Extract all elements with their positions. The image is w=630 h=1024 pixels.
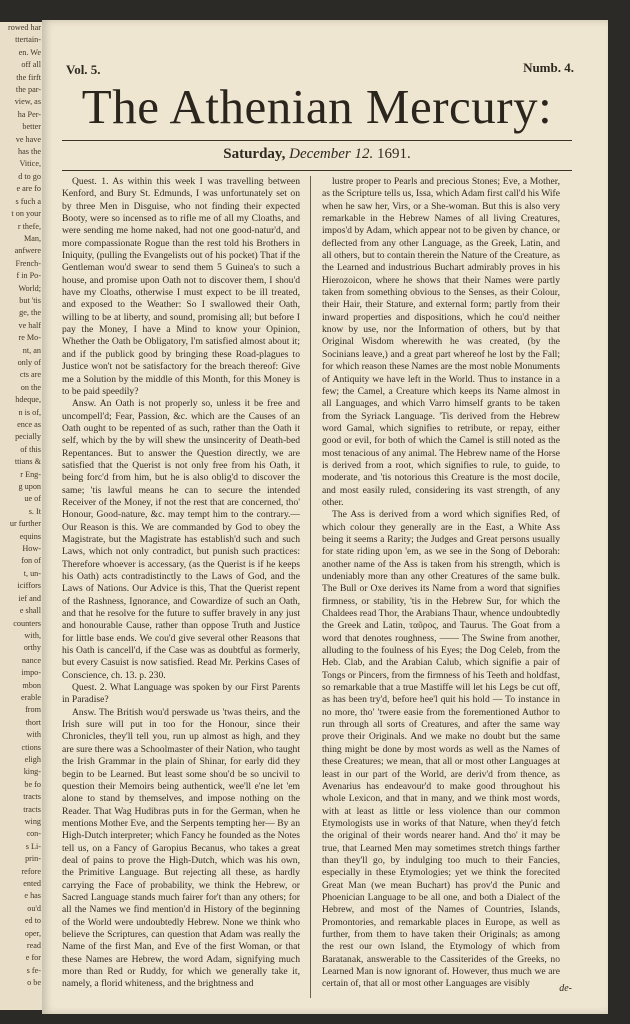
facing-page-fragment bbox=[0, 22, 46, 1010]
facing-page-line: hdeque, bbox=[15, 395, 41, 405]
facing-page-line: ence as bbox=[17, 420, 41, 429]
facing-page-line: with bbox=[26, 730, 41, 740]
facing-page-line: the firft bbox=[16, 72, 41, 82]
facing-page-line: iciffors bbox=[17, 581, 41, 591]
facing-page-line: rowed har bbox=[8, 23, 41, 32]
facing-page-line: s. It bbox=[28, 506, 41, 516]
facing-page-line: ou'd bbox=[27, 903, 41, 913]
facing-page-line: nt, an bbox=[22, 345, 41, 355]
facing-page-line: thort bbox=[25, 717, 41, 727]
right-column bbox=[322, 176, 560, 994]
facing-page-line: but 'tis bbox=[19, 295, 41, 305]
paragraph: Answ. The British wou'd perswade us 'twas theirs, and the Irish sure will put in too for the Honour, since their Chronicles, they'll tell you, run up almost as high, and they are sure there was a Schoolmaster of their Nation, who taught the Irish Grammar in the plain of Shinar, for early did they begin to be Learned. But least some shou'd be so uncivil to question their Memoirs being authentick, wee'll e'ne let 'em alone to stand by themselves, and impose nothing on the Reader. That Wag Hudibras puts in for the German, when he mentions Mother Eve, and the Serpents tempting her— By an High-Dutch interpreter; which Fancy he founded as the Notes tell us, on a Fancy of Garopius Becanus, who takes a great deal of pains to prove the High-Dutch, which was his own, the Primitive Language. But rejecting all these, as hardly carrying the Face of probability, we think the Hebrew, or Sacred Language stands much fairer for't than any others; for all the Names we find mention'd in History of the beginning of the World were undoubtedly Hebrew. None we think who believe the Scriptures, can question that Adam was really the Name of the first Man, and Eve of the first Woman, or that these Names are Hebrew, the word Adam, signifying much more than Red or Ruddy, for which we generally take it, namely, a florid whiteness, and the brightness and bbox=[62, 706, 300, 990]
facing-page-line: d to go bbox=[18, 171, 41, 181]
facing-page-line: re Mo- bbox=[18, 333, 41, 343]
facing-page-line: has the bbox=[18, 147, 41, 157]
facing-page-line: erable bbox=[21, 692, 41, 702]
facing-page-line: prin- bbox=[25, 854, 41, 864]
facing-page-line: t on your bbox=[11, 209, 41, 219]
facing-page-line: f in Po- bbox=[16, 271, 41, 281]
facing-page-line: ttertain- bbox=[15, 35, 41, 45]
number-label: Numb. 4. bbox=[523, 60, 574, 75]
facing-page-line: off all bbox=[21, 60, 41, 70]
facing-page-line: o be bbox=[27, 978, 41, 988]
facing-page-line: e has bbox=[24, 891, 41, 901]
facing-page-line: orthy bbox=[23, 643, 41, 653]
facing-page-line: wing bbox=[24, 817, 41, 826]
facing-page-line: eligh bbox=[24, 754, 41, 764]
facing-page-line: r Eng- bbox=[20, 469, 41, 479]
facing-page-line: ctions bbox=[21, 742, 41, 752]
issue-year: 1691. bbox=[377, 146, 411, 162]
paragraph: The Ass is derived from a word which signifies Red, of which colour they generally are in the East, a White Ass being it seems a Rarity; the Judges and Great persons usually for state riding upon 'em, as we see in the Song of Deborah: another name of the Ass is taken from his strength, which is undeniably more than any other Creatures of the same bulk. The Bull or Oxe derives its Name from a word that signifies firmness, or stability, 'tis in the Hebrew Sur, for which the Chaldees read Thor, the Arabians Thaur, whence undoubtedly the Greek and Latin, ταῦρος, and Taurus. The Goat from a word that denotes roughness, —— The Swine from another, alluding to the foulness of his Eyes; the Dog Celeb, from the Heb. Clab, and the Arabian Calub, which signifie a pair of Tongs or Pincers, from the firmness of his Teeth and holdfast, so remarkable that a true Mastiffe will let his Legs be cut off, as has been try'd, before hee'l quit his hold — To instance in no more, tho' 'twere easie from the forementioned Author to run through all sorts of Creatures, and after the same way prove their Originals. And we make no doubt but the same thing might be done by most words as well as the Names of these Creatures; we mean, that all or most other Languages at least in our part of the World, are deriv'd from thence, as Avenarius has endeavour'd to make good throughout his whole Lexicon, and that in many, and we think most words, with at least as little or less violence than our common Etymologists use in works of that Nature, when they'd fetch the original of their words nearer hand. And tho' it may be true, that Learned Men may sometimes stretch things farther than they'll go, by indulging too much to their Fancies, especially in these Etymologies; yet we think the forecited Great Man (we mean Buchart) has prov'd the Punic and Phoenician Language to be all one, and both a Dialect of the Hebrew, and most of the Names of Countries, Islands, Promontories, and remarkable places in Europe, as well as further, from them to have taken their Originals; as among the rest our own Island, the Etymology of which from Baratanak, answerable to the Cassiterides of the Greeks, no Learned Man is now ignorant of. However, thus much we are certain of, that all or most other Languages are visibly bbox=[322, 509, 560, 990]
facing-page-line: e for bbox=[25, 953, 41, 963]
facing-page-line: view, as bbox=[14, 97, 41, 107]
facing-page-line: impo- bbox=[21, 668, 41, 678]
facing-page-line: World; bbox=[18, 283, 41, 293]
paragraph: lustre proper to Pearls and precious Stones; Eve, a Mother, as the Scripture tells us, Issa, which Adam first call'd his Wife when he saw her, Virs, or a She-woman. But this is also very remarkable in the Hebrew Names of all living Creatures, impos'd by Adam, which appear not to be given by chance, or deflected from any other Language, as the Greek, Latin, and all others, but to contain therein the Nature of the Creature, as the Learned and industrious Buchart admirably proves in his Hierozoicon, where he shows that their Names were partly taken from something obvious to the Senses, as their Colour, their Hair, their Stature, and external form; partly from their inward properties and dispositions, which he cou'd neither know by use, nor the Information of others, but by that Original Wisdom wherewith he was created, (by the Socinians leave,) and a great part whereof he lost by the Fall; for which reason these Names are the most noble Monuments of Antiquity we have left in the World. Thus to instance in a few; the Camel, a Creature which keeps its Name almost in all Languages, and which Varro himself grants to be taken from the Syriack Language. 'Tis derived from the Hebrew word Gamal, which signifies to retribute, or repay, either good or evil, for both of which the Camel is still noted as the most tenacious of any animal. The Hebrew name of the Horse is derived from a root, which signifies to rule, to guide, to moderate, and 'tis notorious this Creature is the most docile, and most easily ruled, considering its vast strength, of any other. bbox=[322, 176, 560, 508]
facing-page-line: Vitice, bbox=[19, 159, 41, 169]
facing-page-line: e shall bbox=[19, 606, 41, 616]
facing-page-line: cts are bbox=[19, 370, 41, 380]
newspaper-page bbox=[42, 20, 608, 1014]
facing-page-line: on the bbox=[20, 382, 41, 392]
issue-date bbox=[62, 146, 572, 163]
left-column bbox=[62, 176, 300, 994]
facing-page-line: with, bbox=[24, 630, 41, 640]
masthead-rule-bottom bbox=[62, 170, 572, 171]
facing-page-line: nance bbox=[21, 655, 41, 665]
facing-page-line: better bbox=[22, 122, 41, 132]
masthead-rule-top bbox=[62, 140, 572, 141]
facing-page-line: g upon bbox=[18, 482, 41, 492]
facing-page-line: mbon bbox=[22, 680, 41, 690]
issue-day: Saturday, bbox=[223, 146, 286, 162]
facing-page-line: French- bbox=[15, 258, 41, 268]
facing-page-line: of this bbox=[20, 444, 41, 454]
facing-page-line: anfwere bbox=[14, 246, 41, 256]
facing-page-line: n is of, bbox=[18, 407, 41, 417]
facing-page-line: t, un- bbox=[23, 568, 41, 578]
facing-page-line: from bbox=[25, 705, 41, 715]
facing-page-line: s fuch a bbox=[15, 196, 41, 206]
facing-page-line: s Li- bbox=[25, 841, 41, 851]
facing-page-line: ief and bbox=[18, 593, 41, 603]
paragraph: Answ. An Oath is not properly so, unless it be free and uncompell'd; Fear, Passion, &c. which are the Causes of an Oath ought to be repented of as such, rather than the Oath it self, which by the by will shew the unsincerity of Death-bed Repentances. But to answer the Question directly, we are satisfied that the Querist is not only free from his Oath, it being forc'd from him, but he is also oblig'd to discover the same; 'tis lawful means he can to secure the intended Receiver of the Money, if not the rest that are concerned, tho' Honour, Good-nature, &c. may tempt him to the contrary.— Our Reason is this. We are commanded by God to obey the Magistrate, but the Magistrate has establish'd such and such Laws, which not only contradict, but punish such practices: Therefore whoever is accessary, (as the Querist is if he keeps his Oath) acts contradistinctly to the Laws of God, and the Laws of Nations. Our Advice is this, That the Querist repent of the Rashness, Ignorance, and Cowardize of such an Oath, and that he resolve for the future to suffer bravely in any just and honourable Cause, rather than oppose Truth and Justice for little base ends. We cou'd give several other Reasons that his Oath is cancell'd, if the Case was as doubtful as formerly, but every Casuist is now satisfied. Read Mr. Perkins Cases of Conscience, ch. 13. p. 230. bbox=[62, 398, 300, 681]
paragraph: Quest. 2. What Language was spoken by our First Parents in Paradise? bbox=[62, 682, 300, 706]
facing-page-line: s fe- bbox=[26, 965, 41, 975]
facing-page-line: e are fo bbox=[16, 184, 41, 194]
facing-page-line: ur further bbox=[9, 519, 41, 529]
facing-page-line: ttians & bbox=[14, 457, 41, 467]
facing-page-line: only of bbox=[17, 357, 41, 367]
facing-page-line: refore bbox=[21, 866, 41, 876]
facing-page-line: pecially bbox=[15, 432, 41, 442]
facing-page-line: oper, bbox=[24, 928, 41, 938]
facing-page-line: fon of bbox=[21, 556, 41, 566]
issue-month-day: December 12. bbox=[289, 146, 374, 162]
catchword: de- bbox=[559, 983, 572, 994]
facing-page-line: en. We bbox=[18, 47, 41, 57]
facing-page-line: con- bbox=[26, 829, 41, 839]
facing-page-line: ve half bbox=[18, 320, 41, 330]
facing-page-line: ge, the bbox=[19, 308, 41, 318]
facing-page-line: king- bbox=[23, 767, 41, 777]
facing-page-line: tracts bbox=[23, 792, 41, 802]
facing-page-line: read bbox=[26, 941, 41, 951]
paragraph: Quest. 1. As within this week I was travelling between Kenford, and Bury St. Edmunds, I was unfortunately set on by three Men in Disguise, who not finding their expected Booty, were so incensed as to rifle me of all my Cloaths, and were sending me home naked, had not one good-natur'd, and more compassionate Rogue than the rest told his Brothers in Iniquity, (pulling the Evangelists out of his pocket) That if the Gentleman wou'd swear to send them 5 Guinea's to such a house, and promise upon Oath not to discover them, I shou'd have my Cloaths, otherwise I must expect to be ill treated, and exposed to the Weather: So I swallowed their Oath, willing to be at liberty, and sound, promising all; but before I pay the Money, I have a Mind to know your Opinion, Whether the Oath be Obligatory, I'm satisfied almost about it; and if the publick good by bringing these Road-plagues to Justice won't not be satisfactory for the breach thereof: Give me a Solution by the middle of this Month, for this Money is to be paid speedily? bbox=[62, 176, 300, 397]
facing-page-line: ve have bbox=[15, 134, 41, 144]
facing-page-line: ented bbox=[23, 879, 41, 889]
facing-page-line: tracts bbox=[23, 804, 41, 814]
facing-page-line: ha Per- bbox=[17, 109, 41, 119]
facing-page-line: equins bbox=[19, 531, 41, 541]
facing-page-line: ed to bbox=[24, 916, 41, 926]
facing-page-line: counters bbox=[13, 618, 41, 628]
facing-page-line: How- bbox=[22, 544, 41, 554]
facing-page-line: ue of bbox=[24, 494, 41, 504]
facing-page-line: be fo bbox=[24, 779, 41, 789]
facing-page-line: the par- bbox=[15, 85, 41, 95]
facing-page-line: r thefe, bbox=[17, 221, 41, 231]
facing-page-line: Man, bbox=[23, 233, 41, 243]
column-divider bbox=[310, 176, 311, 998]
masthead-title: The Athenian Mercury: bbox=[81, 79, 553, 134]
volume-label: Vol. 5. bbox=[66, 62, 101, 77]
